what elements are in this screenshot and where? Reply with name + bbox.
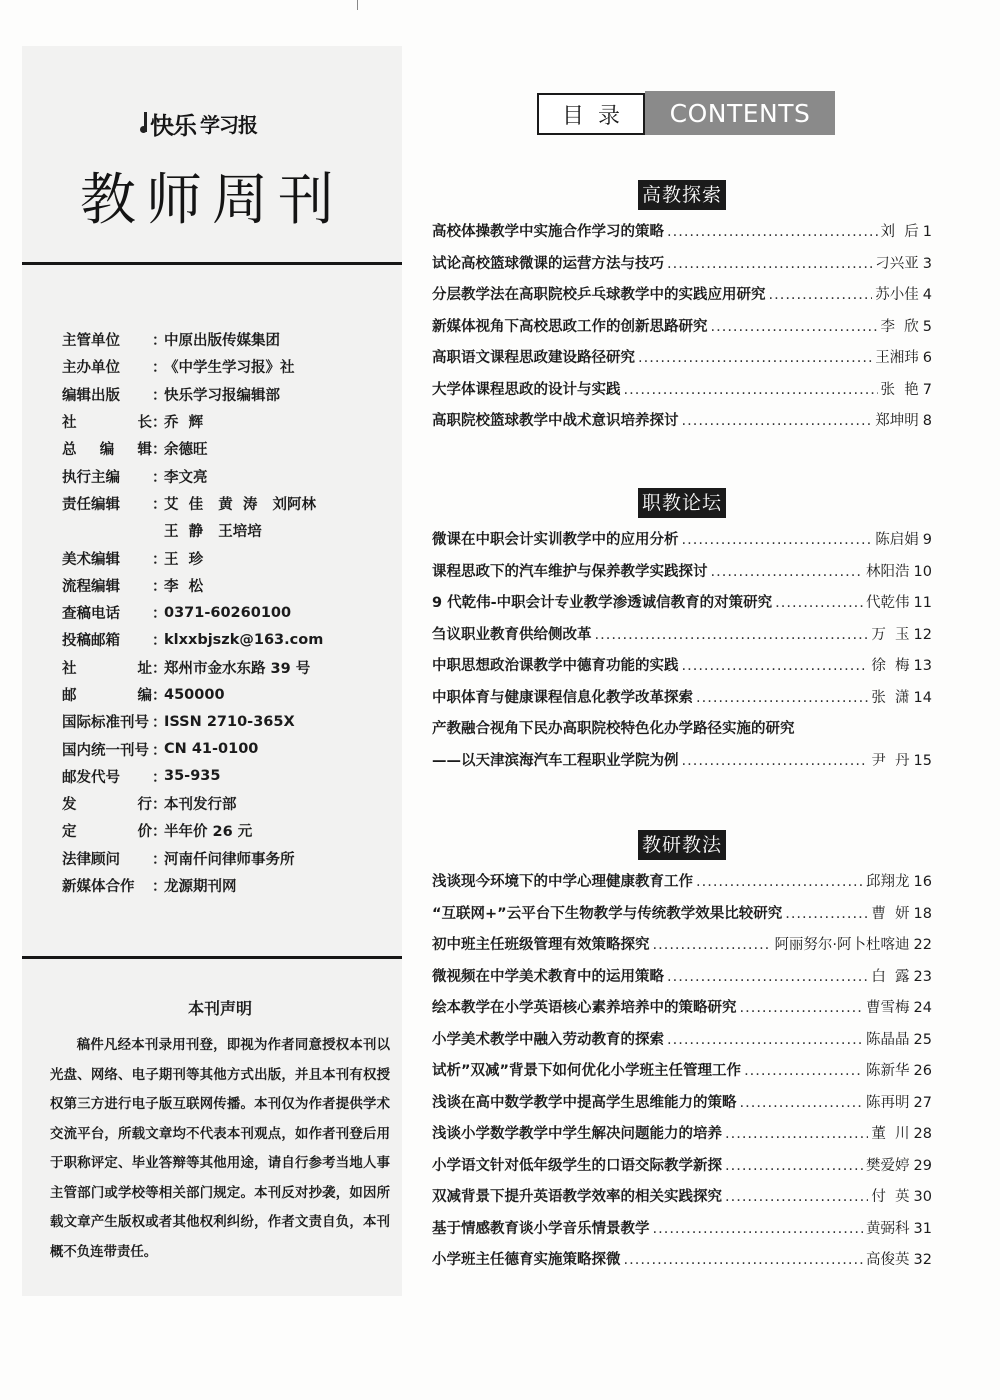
toc-title: ——以天津滨海汽车工程职业学院为例 (432, 752, 679, 769)
toc-entry[interactable] (432, 1217, 932, 1249)
toc-section-teaching-methods (432, 830, 932, 1280)
toc-entry[interactable] (432, 1028, 932, 1060)
imprint-label: 国际标准刊号 (62, 715, 149, 732)
imprint-label: 美术编辑 (62, 551, 120, 568)
imprint-colon: ： (152, 742, 167, 759)
imprint-label: 执行主编 (62, 469, 120, 486)
toc-title: 大学体课程思政的设计与实践 (432, 381, 621, 398)
imprint-row (62, 462, 392, 489)
imprint-label: 主管单位 (62, 333, 120, 350)
imprint-row (62, 353, 392, 380)
toc-entry[interactable] (432, 902, 932, 934)
imprint-value: 河南仟问律师事务所 (164, 851, 295, 868)
toc-author: 徐 梅 (871, 658, 910, 674)
imprint-colon: ： (152, 360, 167, 377)
leader-dots (595, 627, 869, 643)
imprint-value: 本刊发行部 (164, 797, 237, 814)
imprint-colon: ： (152, 469, 167, 486)
imprint-row (62, 626, 392, 653)
imprint-label: 编辑出版 (62, 387, 120, 404)
imprint-row (62, 817, 392, 844)
imprint-colon: ： (152, 633, 167, 650)
imprint-colon: ： (152, 879, 167, 896)
toc-author: 白 露 (871, 968, 910, 985)
imprint-label: 法律顾问 (62, 851, 120, 868)
imprint-colon: ： (152, 660, 167, 677)
toc-author: 陈再明 (866, 1094, 910, 1111)
notice-body: 稿件凡经本刊录用刊登，即视为作者同意授权本刊以光盘、网络、电子期刊等其他方式出版，并且本刊有权授权第三方进行电子版互联网传播。本刊仅为作者提供学术交流平台，所载文章均不代表本刊观点，如作者刊登后用于职称评定、毕业答辩等其他用途，请自行参考当地人事主管部门或学校等相关部门规定。本刊反对抄袭，如因所载文章产生版权或者其他权利纠纷，作者文责自负，本刊概不负连带责任。 (50, 1038, 390, 1260)
imprint-row (62, 708, 392, 735)
leader-dots (725, 1189, 868, 1205)
imprint-row (62, 790, 392, 817)
imprint-value: 0371-60260100 (164, 604, 292, 621)
toc-entry[interactable] (432, 220, 932, 252)
toc-entry[interactable] (432, 1122, 932, 1154)
toc-title: 初中班主任班级管理有效策略探究 (432, 937, 650, 953)
toc-entry[interactable] (432, 623, 932, 655)
toc-entry[interactable] (432, 409, 932, 441)
imprint-row (62, 435, 392, 462)
toc-author: 张 潇 (871, 689, 910, 706)
toc-author: 李 欣 (880, 318, 919, 335)
toc-section-higher-ed (432, 180, 932, 441)
imprint-value: 快乐学习报编辑部 (164, 387, 280, 404)
toc-author: 刘 后 (880, 224, 919, 240)
imprint-value: 艾 佳 黄 涛 刘阿林 (164, 496, 316, 513)
toc-entry[interactable] (432, 315, 932, 347)
leader-dots (711, 319, 878, 335)
imprint-colon: ： (152, 851, 167, 868)
imprint-row (62, 408, 392, 435)
imprint-row (62, 544, 392, 571)
contents-header (537, 93, 835, 137)
leader-dots (682, 753, 869, 769)
toc-title: 分层教学法在高职院校乒乓球教学中的实践应用研究 (432, 287, 766, 303)
toc-section-vocational (432, 488, 932, 780)
toc-title: 新媒体视角下高校思政工作的创新思路研究 (432, 318, 708, 335)
leader-dots (725, 1158, 863, 1174)
toc-entry[interactable] (432, 252, 932, 284)
toc-author: 代乾伟 (866, 595, 910, 611)
toc-author: 阿丽努尔·阿卜杜喀迪 (774, 937, 910, 953)
imprint-colon: ： (152, 797, 167, 814)
toc-title: 浅谈小学数学教学中学生解决问题能力的培养 (432, 1126, 722, 1142)
imprint-label: 总 编 辑 (62, 442, 152, 459)
toc-entry[interactable] (432, 283, 932, 315)
toc-entry[interactable] (432, 965, 932, 997)
music-note-icon (140, 110, 148, 136)
toc-title: 微视频在中学美术教育中的运用策略 (432, 968, 664, 985)
imprint-row (62, 490, 392, 517)
toc-entry[interactable] (432, 654, 932, 686)
toc-page-number: 22 (913, 937, 932, 953)
imprint-row (62, 845, 392, 872)
toc-page-number: 24 (913, 1000, 932, 1016)
imprint-row (62, 654, 392, 681)
imprint-label: 发 行 (62, 797, 152, 814)
toc-entry[interactable] (432, 717, 932, 749)
toc-author: 曹雪梅 (866, 1000, 910, 1016)
toc-page-number: 3 (922, 255, 932, 272)
imprint-value: 王 珍 (164, 551, 204, 568)
toc-page-number: 16 (913, 874, 932, 890)
leader-dots (667, 224, 878, 240)
toc-author: 尹 丹 (871, 752, 910, 769)
section-heading (432, 830, 932, 860)
toc-title: 试析”双减”背景下如何优化小学班主任管理工作 (432, 1063, 742, 1079)
toc-page-number: 6 (922, 350, 932, 366)
masthead (22, 46, 402, 261)
toc-author: 刁兴亚 (875, 255, 919, 272)
toc-page-number: 29 (913, 1157, 932, 1174)
toc-page-number: 8 (922, 413, 932, 429)
toc-page-number: 5 (922, 318, 932, 335)
toc-page-number: 18 (913, 905, 932, 922)
toc-page-number: 32 (913, 1252, 932, 1268)
toc-entry[interactable] (432, 1185, 932, 1217)
toc-entry[interactable] (432, 749, 932, 781)
toc-page-number: 30 (913, 1189, 932, 1205)
imprint-label: 邮发代号 (62, 769, 120, 786)
toc-page-number: 28 (913, 1126, 932, 1142)
imprint-row (62, 763, 392, 790)
imprint-label: 邮 编 (62, 688, 152, 704)
imprint-label: 投稿邮箱 (62, 633, 120, 650)
imprint-value: 半年价 26 元 (164, 824, 253, 841)
toc-entry[interactable] (432, 1091, 932, 1123)
toc-page-number: 9 (922, 532, 932, 548)
toc-author: 陈新华 (866, 1063, 910, 1079)
toc-author: 郑坤明 (875, 413, 919, 429)
imprint-colon: ： (152, 824, 167, 841)
divider-rule (22, 262, 402, 265)
imprint-label: 主办单位 (62, 360, 120, 377)
toc-title: 浅谈现今环境下的中学心理健康教育工作 (432, 874, 693, 890)
toc-title: 9 代乾伟-中职会计专业教学渗透诚信教育的对策研究 (432, 595, 773, 611)
toc-page-number: 14 (913, 689, 932, 706)
imprint-colon: ： (152, 387, 167, 404)
toc-entry[interactable] (432, 1059, 932, 1091)
section-badge: 教研教法 (638, 830, 726, 860)
toc-page-number: 15 (913, 752, 932, 769)
toc-entry[interactable] (432, 686, 932, 718)
leader-dots (667, 969, 868, 985)
leader-dots (740, 1095, 864, 1111)
imprint-label: 查稿电话 (62, 606, 120, 623)
toc-entry[interactable] (432, 933, 932, 965)
toc-title: 小学班主任德育实施策略探微 (432, 1252, 621, 1268)
leader-dots (775, 595, 863, 611)
leader-dots (653, 937, 772, 953)
toc-author: 苏小佳 (875, 287, 919, 303)
imprint-colon: ： (152, 715, 167, 732)
leader-dots (769, 287, 873, 303)
toc-page-number: 10 (913, 563, 932, 580)
imprint-label: 社 长 (62, 415, 152, 432)
leader-dots (682, 532, 873, 548)
toc-entry[interactable] (432, 591, 932, 623)
section-badge: 高教探索 (638, 180, 726, 210)
toc-author: 曹 妍 (871, 905, 910, 922)
imprint-value: 王 静 王培培 (164, 524, 262, 541)
toc-title: 小学美术教学中融入劳动教育的探索 (432, 1031, 664, 1048)
toc-author: 陈启娟 (875, 532, 919, 548)
toc-author: 付 英 (871, 1189, 910, 1205)
imprint-value: CN 41-0100 (164, 741, 259, 758)
toc-entry[interactable] (432, 560, 932, 592)
toc-author: 黄弼科 (866, 1220, 910, 1237)
toc-page-number: 23 (913, 968, 932, 985)
toc-entry[interactable] (432, 528, 932, 560)
imprint-label: 社 址 (62, 660, 152, 677)
toc-title: 高职语文课程思政建设路径研究 (432, 350, 635, 366)
leader-dots (624, 1252, 864, 1268)
imprint-colon: ： (152, 688, 167, 704)
toc-title: “互联网+”云平台下生物教学与传统教学效果比较研究 (432, 905, 783, 922)
imprint-label: 国内统一刊号 (62, 742, 149, 759)
imprint-row (62, 735, 392, 762)
toc-entry[interactable] (432, 346, 932, 378)
leader-dots (785, 906, 868, 922)
imprint-value: 中原出版传媒集团 (164, 333, 280, 350)
imprint-row (62, 381, 392, 408)
imprint-value: 余德旺 (164, 442, 208, 459)
toc-page-number: 7 (922, 381, 932, 398)
toc-title: 基于情感教育谈小学音乐情景教学 (432, 1220, 650, 1237)
toc-entry[interactable] (432, 996, 932, 1028)
toc-page-number: 1 (922, 224, 932, 240)
contents-label-en: CONTENTS (645, 91, 835, 135)
imprint-label: 定 价 (62, 824, 152, 841)
brand-suffix: 学习报 (200, 112, 257, 137)
imprint-value: 郑州市金水东路 39 号 (164, 660, 311, 677)
toc-page-number: 13 (913, 658, 932, 674)
leader-dots (744, 1063, 863, 1079)
toc-title: 中职思想政治课教学中德育功能的实践 (432, 658, 679, 674)
toc-title: 课程思政下的汽车维护与保养教学实践探讨 (432, 563, 708, 580)
imprint-value: 35-935 (164, 768, 221, 785)
toc-page-number: 12 (913, 626, 932, 643)
toc-page-number: 31 (913, 1220, 932, 1237)
imprint-value: 《中学生学习报》社 (164, 360, 295, 377)
imprint-label: 责任编辑 (62, 496, 120, 513)
toc-title: 绘本教学在小学英语核心素养培养中的策略研究 (432, 1000, 737, 1016)
leader-dots (667, 256, 872, 272)
leader-dots (711, 564, 864, 580)
section-heading (432, 488, 932, 518)
toc-title: 双减背景下提升英语教学效率的相关实践探究 (432, 1189, 722, 1205)
imprint-colon: ： (152, 442, 167, 459)
imprint-value: 龙源期刊网 (164, 879, 237, 896)
imprint-label: 新媒体合作 (62, 879, 135, 896)
toc-page-number: 4 (922, 287, 932, 303)
toc-author: 万 玉 (871, 626, 910, 643)
imprint-colon: ： (152, 606, 167, 623)
toc-title: 刍议职业教育供给侧改革 (432, 626, 592, 643)
magazine-title: 教师周刊 (80, 168, 344, 233)
toc-title: 小学语文针对低年级学生的口语交际教学新探 (432, 1157, 722, 1174)
toc-title: 浅谈在高中数学教学中提高学生思维能力的策略 (432, 1094, 737, 1111)
toc-author: 邱翔龙 (866, 874, 910, 890)
contents-label-cn: 目录 (537, 93, 645, 135)
leader-dots (682, 658, 869, 674)
leader-dots (638, 350, 872, 366)
toc-entry[interactable] (432, 1248, 932, 1280)
section-badge: 职教论坛 (638, 488, 726, 518)
section-heading (432, 180, 932, 210)
leader-dots (696, 690, 868, 706)
leader-dots (653, 1221, 864, 1237)
toc-page-number: 11 (913, 595, 932, 611)
imprint-row (62, 872, 392, 899)
brand-logo (140, 106, 257, 140)
toc-author: 王湘玮 (875, 350, 919, 366)
imprint-row (62, 681, 392, 708)
toc-author: 陈晶晶 (866, 1031, 910, 1048)
imprint-colon: ： (152, 415, 167, 432)
imprint-label: 流程编辑 (62, 578, 120, 595)
toc-author: 张 艳 (880, 381, 919, 398)
toc-title: 试论高校篮球微课的运营方法与技巧 (432, 255, 664, 272)
toc-author: 樊爱婷 (866, 1157, 910, 1174)
leader-dots (696, 874, 863, 890)
toc-author: 高俊英 (866, 1252, 910, 1268)
imprint-value: ISSN 2710-365X (164, 713, 295, 730)
divider-rule (22, 956, 402, 959)
toc-title: 高职院校篮球教学中战术意识培养探讨 (432, 413, 679, 429)
toc-title: 产教融合视角下民办高职院校特色化办学路径实施的研究 (432, 721, 795, 737)
toc-entry[interactable] (432, 1154, 932, 1186)
imprint-panel (22, 46, 402, 1296)
notice-title: 本刊声明 (187, 999, 252, 1018)
toc-page-number: 26 (913, 1063, 932, 1079)
imprint-value: 乔 辉 (164, 415, 204, 432)
imprint-colon: ： (152, 578, 167, 595)
toc-entry[interactable] (432, 378, 932, 410)
imprint-row (62, 572, 392, 599)
toc-page-number: 27 (913, 1094, 932, 1111)
imprint-row (62, 326, 392, 353)
imprint-value: 李文亮 (164, 469, 208, 486)
copyright-notice (50, 996, 390, 1267)
imprint-colon: ： (152, 496, 167, 513)
toc-title: 微课在中职会计实训教学中的应用分析 (432, 532, 679, 548)
leader-dots (667, 1032, 863, 1048)
email-link[interactable]: klxxbjszk@163.com (164, 631, 324, 648)
imprint-value: 李 松 (164, 578, 204, 595)
imprint-colon: ： (152, 769, 167, 786)
imprint-row (62, 517, 392, 544)
leader-dots (740, 1000, 864, 1016)
imprint-colon: ： (152, 333, 167, 350)
imprint-row (62, 599, 392, 626)
imprint-colon: ： (152, 551, 167, 568)
imprint-info-list (62, 326, 392, 899)
leader-dots (682, 413, 873, 429)
binding-mark (357, 0, 358, 10)
brand-name: 快乐 (150, 111, 196, 140)
toc-author: 董 川 (871, 1126, 910, 1142)
toc-entry[interactable] (432, 870, 932, 902)
leader-dots (725, 1126, 868, 1142)
toc-title: 中职体育与健康课程信息化教学改革探索 (432, 689, 693, 706)
toc-page-number: 25 (913, 1031, 932, 1048)
imprint-value: 450000 (164, 686, 225, 703)
toc-author: 林阳浩 (866, 563, 910, 580)
leader-dots (624, 382, 878, 398)
toc-title: 高校体操教学中实施合作学习的策略 (432, 224, 664, 240)
